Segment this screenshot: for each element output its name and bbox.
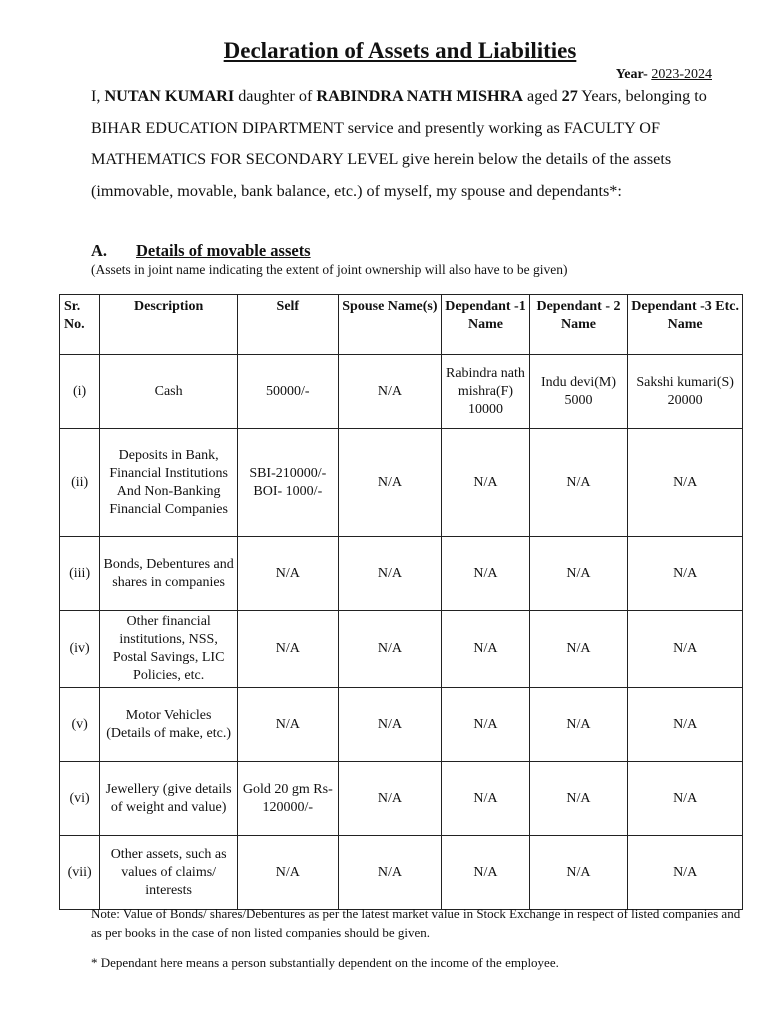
- table-cell: N/A: [529, 611, 628, 688]
- table-cell: N/A: [238, 836, 339, 910]
- table-cell: 50000/-: [238, 355, 339, 429]
- table-cell: Indu devi(M) 5000: [529, 355, 628, 429]
- section-title: Details of movable assets: [136, 241, 311, 260]
- declarant-name: NUTAN KUMARI: [104, 87, 235, 105]
- dependant-footnote: * Dependant here means a person substantially dependent on the income of the employee.: [91, 955, 559, 970]
- column-header: Dependant -3 Etc. Name: [628, 295, 743, 355]
- table-cell: N/A: [442, 836, 530, 910]
- table-cell: N/A: [628, 688, 743, 762]
- table-cell: (v): [60, 688, 100, 762]
- column-header: Description: [100, 295, 238, 355]
- column-header: Spouse Name(s): [338, 295, 442, 355]
- valuation-note: Note: Value of Bonds/ shares/Debentures as per the latest market value in Stock Exchange in respect of listed companies and as per books in the case of non listed companies should be given.: [91, 906, 741, 940]
- table-cell: (iii): [60, 537, 100, 611]
- table-cell: Sakshi kumari(S) 20000: [628, 355, 743, 429]
- table-cell: (i): [60, 355, 100, 429]
- table-cell: Rabindra nath mishra(F) 10000: [442, 355, 530, 429]
- table-row: [60, 537, 743, 611]
- table-cell: N/A: [338, 762, 442, 836]
- table-row: [60, 355, 743, 429]
- table-cell: Deposits in Bank, Financial Institutions And Non-Banking Financial Companies: [100, 429, 238, 537]
- table-row: [60, 429, 743, 537]
- section-heading: [91, 241, 311, 261]
- table-cell: SBI-210000/- BOI- 1000/-: [238, 429, 339, 537]
- table-header-row: [60, 295, 743, 355]
- table-cell: N/A: [628, 836, 743, 910]
- table-cell: N/A: [628, 537, 743, 611]
- table-cell: N/A: [529, 836, 628, 910]
- table-cell: (ii): [60, 429, 100, 537]
- table-cell: (iv): [60, 611, 100, 688]
- intro-text-3: aged: [522, 87, 562, 105]
- table-cell: N/A: [338, 688, 442, 762]
- table-cell: Motor Vehicles (Details of make, etc.): [100, 688, 238, 762]
- table-cell: N/A: [628, 429, 743, 537]
- table-cell: (vii): [60, 836, 100, 910]
- column-header: Dependant -1 Name: [442, 295, 530, 355]
- table-cell: N/A: [529, 688, 628, 762]
- intro-text-4: Years, belonging to BIHAR EDUCATION DIPARTMENT service and presently working as FACULTY OF MATHEMATICS FOR SECONDARY LEVEL give herein below the details of the assets (immovable, movable, bank balance, etc.) of myself, my spouse and dependants*:: [91, 87, 707, 200]
- age-value: 27: [561, 87, 578, 105]
- table-cell: N/A: [238, 537, 339, 611]
- table-row: [60, 688, 743, 762]
- table-cell: N/A: [442, 537, 530, 611]
- table-row: [60, 611, 743, 688]
- column-header: Self: [238, 295, 339, 355]
- table-cell: Jewellery (give details of weight and value): [100, 762, 238, 836]
- year-label: Year-: [615, 67, 648, 82]
- intro-text-1: I,: [91, 87, 105, 105]
- table-cell: Other assets, such as values of claims/ interests: [100, 836, 238, 910]
- table-cell: Cash: [100, 355, 238, 429]
- section-subtext: (Assets in joint name indicating the extent of joint ownership will also have to be given): [91, 262, 568, 277]
- table-row: [60, 836, 743, 910]
- table-cell: N/A: [442, 688, 530, 762]
- column-header: Dependant - 2 Name: [529, 295, 628, 355]
- table-cell: N/A: [628, 611, 743, 688]
- table-cell: N/A: [529, 429, 628, 537]
- table-cell: (vi): [60, 762, 100, 836]
- table-cell: N/A: [338, 836, 442, 910]
- document-title: Declaration of Assets and Liabilities: [223, 38, 577, 63]
- table-cell: N/A: [338, 355, 442, 429]
- table-cell: N/A: [628, 762, 743, 836]
- table-cell: N/A: [338, 537, 442, 611]
- table-row: [60, 762, 743, 836]
- father-name: RABINDRA NATH MISHRA: [316, 87, 523, 105]
- intro-text-2: daughter of: [234, 87, 317, 105]
- year-value: 2023-2024: [651, 67, 712, 82]
- table-cell: N/A: [338, 611, 442, 688]
- table-cell: N/A: [442, 762, 530, 836]
- column-header: Sr. No.: [60, 295, 100, 355]
- table-cell: Bonds, Debentures and shares in companies: [100, 537, 238, 611]
- section-letter: A.: [91, 241, 108, 260]
- table-cell: Other financial institutions, NSS, Postal Savings, LIC Policies, etc.: [100, 611, 238, 688]
- table-cell: N/A: [529, 762, 628, 836]
- movable-assets-table: [59, 294, 743, 910]
- table-cell: Gold 20 gm Rs-120000/-: [238, 762, 339, 836]
- table-cell: N/A: [442, 429, 530, 537]
- table-cell: N/A: [529, 537, 628, 611]
- table-cell: N/A: [238, 688, 339, 762]
- table-cell: N/A: [238, 611, 339, 688]
- intro-paragraph: [91, 81, 713, 207]
- table-cell: N/A: [442, 611, 530, 688]
- table-cell: N/A: [338, 429, 442, 537]
